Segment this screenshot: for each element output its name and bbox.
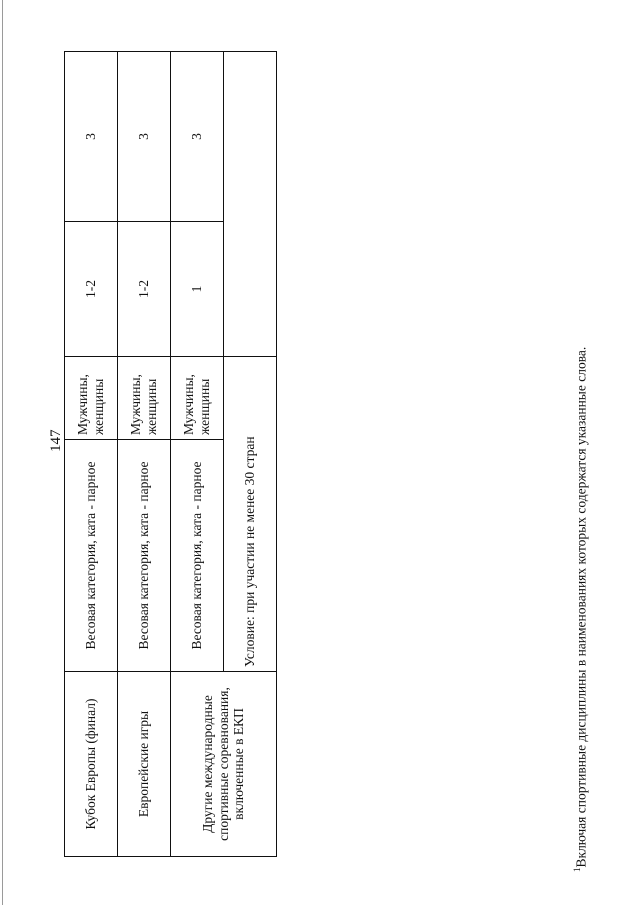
footnote xyxy=(572,252,590,872)
condition-cell: Условие: при участии не менее 30 стран xyxy=(224,357,277,672)
table-row xyxy=(65,52,118,857)
gender-cell: Мужчины, женщины xyxy=(65,357,118,440)
event-cell: Европейские игры xyxy=(118,672,171,857)
discipline-cell: Весовая категория, ката - парное xyxy=(118,440,171,672)
event-cell: Кубок Европы (финал) xyxy=(65,672,118,857)
rank-cell: 3 xyxy=(171,52,224,222)
rank-cell: 3 xyxy=(65,52,118,222)
place-cell: 1 xyxy=(171,222,224,357)
page-number: 147 xyxy=(48,429,64,452)
footnote-text: Включая спортивные дисциплины в наименованиях которых содержатся указанные слова. xyxy=(573,346,589,868)
discipline-cell: Весовая категория, ката - парное xyxy=(171,440,224,672)
rotated-table-container xyxy=(64,52,258,857)
place-cell: 1-2 xyxy=(118,222,171,357)
discipline-cell: Весовая категория, ката - парное xyxy=(65,440,118,672)
footnote-marker: 1 xyxy=(572,867,582,872)
event-cell: Другие международные спортивные соревнования, включенные в ЕКП xyxy=(171,672,277,857)
place-cell: 1-2 xyxy=(65,222,118,357)
rank-cell: 3 xyxy=(118,52,171,222)
table-row xyxy=(171,52,224,857)
qualification-table xyxy=(64,51,277,857)
table-row xyxy=(118,52,171,857)
gender-cell: Мужчины, женщины xyxy=(171,357,224,440)
page-edge-line xyxy=(2,0,3,905)
empty-cell xyxy=(224,52,277,357)
gender-cell: Мужчины, женщины xyxy=(118,357,171,440)
